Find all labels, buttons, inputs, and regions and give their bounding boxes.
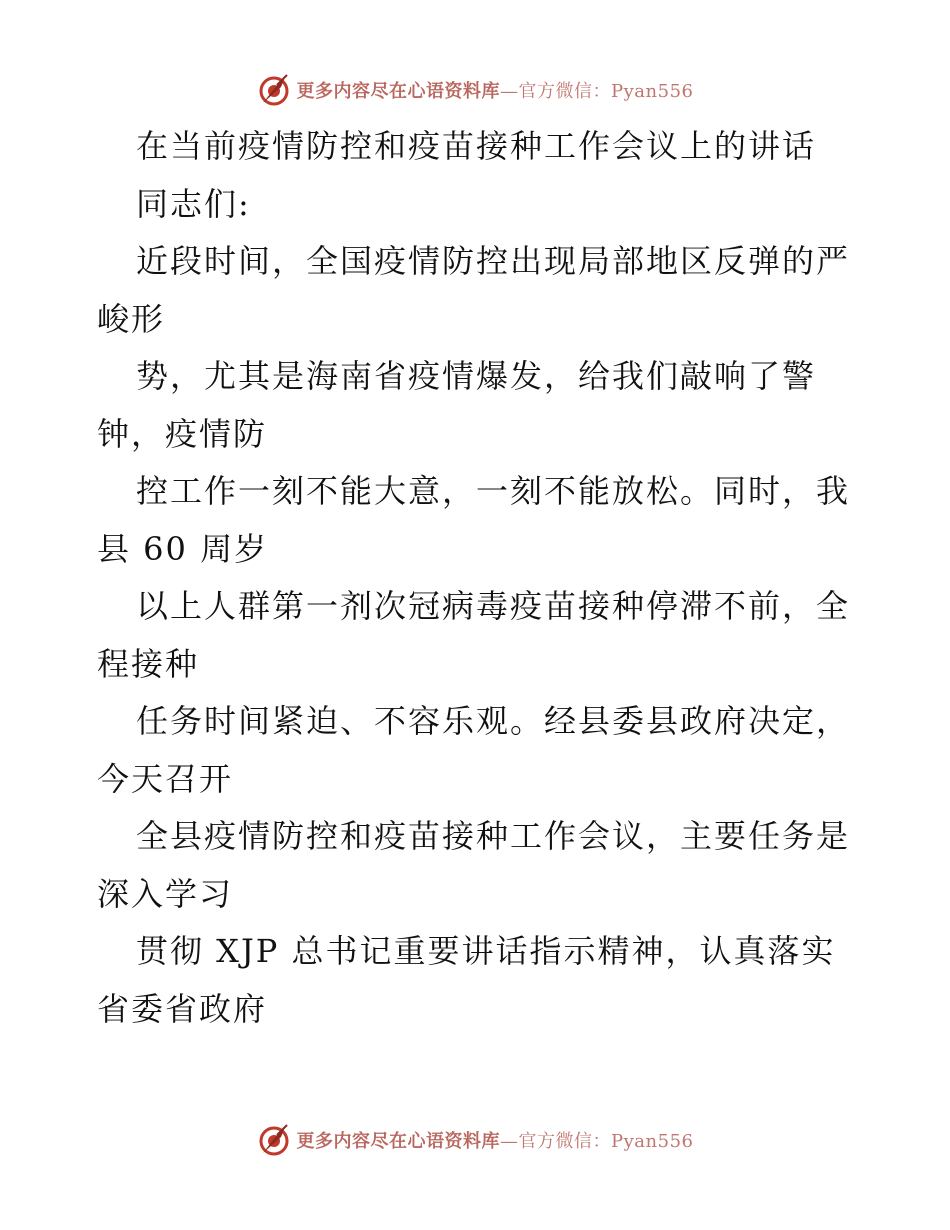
paragraph-line: 深入学习 (97, 874, 234, 913)
paragraph-line: 今天召开 (97, 759, 234, 798)
footer-contact-text: —官方微信：Pyan556 (500, 1131, 694, 1152)
paragraph-line: 任务时间紧迫、不容乐观。经县委县政府决定， (136, 702, 851, 740)
paragraph-line: 程接种 (97, 644, 200, 683)
footer-brand-text: 更多内容尽在心语资料库 (296, 1131, 501, 1152)
header-contact-text: —官方微信：Pyan556 (500, 81, 694, 102)
header-brand-text: 更多内容尽在心语资料库 (296, 81, 501, 102)
paragraph-line: 全县疫情防控和疫苗接种工作会议，主要任务是 (136, 817, 851, 855)
header-banner-text (297, 77, 694, 103)
header-banner (0, 70, 950, 110)
paragraph-line: 县 60 周岁 (97, 529, 269, 568)
document-title: 在当前疫情防控和疫苗接种工作会议上的讲话 (136, 127, 817, 165)
paragraph-line: 以上人群第一剂次冠病毒疫苗接种停滞不前，全 (136, 587, 851, 625)
paragraph-line: 贯彻 XJP 总书记重要讲话指示精神，认真落实 (136, 932, 836, 970)
quill-logo-icon (257, 1123, 291, 1157)
paragraph-line: 近段时间，全国疫情防控出现局部地区反弹的严 (136, 242, 851, 280)
paragraph-line: 控工作一刻不能大意，一刻不能放松。同时，我 (136, 472, 851, 510)
paragraph-line: 省委省政府 (97, 989, 268, 1028)
footer-banner (0, 1120, 950, 1160)
footer-banner-text (297, 1127, 694, 1153)
salutation: 同志们: (136, 184, 251, 223)
paragraph-line: 峻形 (97, 299, 166, 338)
paragraph-line: 钟，疫情防 (97, 414, 268, 453)
document-body (0, 118, 950, 1038)
paragraph-line: 势，尤其是海南省疫情爆发，给我们敲响了警 (136, 357, 817, 395)
quill-logo-icon (257, 73, 291, 107)
